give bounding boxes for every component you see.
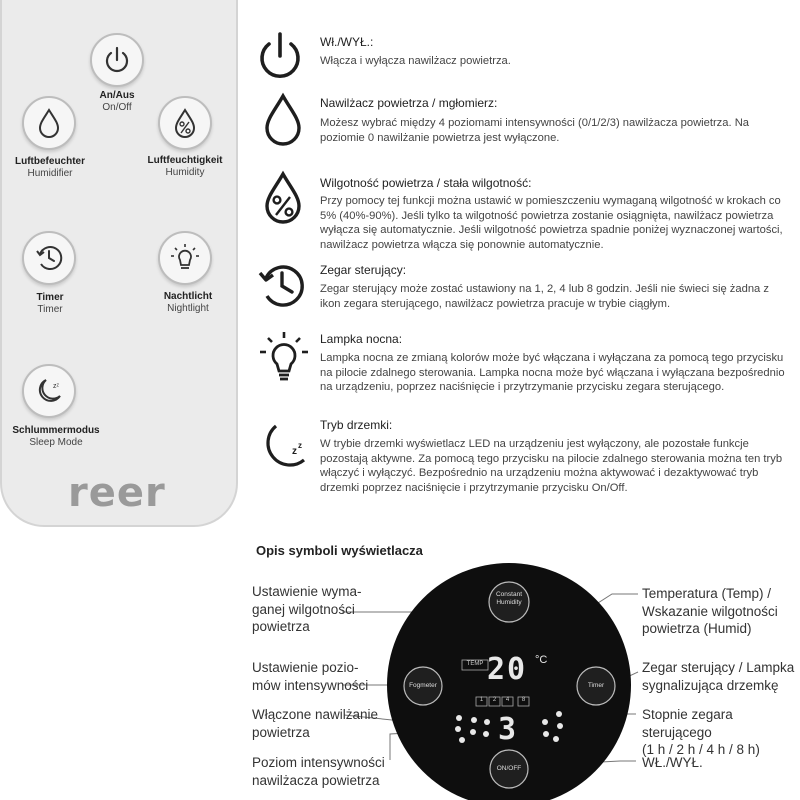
temp-indicator: TEMP — [466, 661, 484, 667]
remote-timer-button[interactable] — [22, 231, 76, 285]
desc-title-humidity: Wilgotność powietrza / stała wilgotność: — [320, 176, 532, 190]
droplet-icon — [255, 92, 311, 148]
desc-title-timer: Zegar sterujący: — [320, 263, 407, 277]
nightlight-bulb-icon — [168, 241, 202, 275]
ann-humidity-setting: Ustawienie wyma- ganej wilgotności powietrza — [252, 584, 362, 634]
remote-humidity-button[interactable] — [158, 96, 212, 150]
temperature-unit: °C — [535, 654, 548, 666]
desc-text-power: Włącza i wyłącza nawilżacz powietrza. — [320, 55, 511, 67]
remote-humidifier-label: Luftbefeuchter Humidifier — [15, 156, 85, 179]
ann-intensity-setting: Ustawienie pozio- mów intensywności — [252, 660, 369, 693]
desc-text-humidifier: Możesz wybrać między 4 poziomami intensywności (0/1/2/3) nawilżacza powietrza. Na poziomie 0 nawilżanie powietrza jest wyłączone. — [320, 117, 750, 144]
remote-power-button[interactable] — [90, 33, 144, 87]
temperature-readout: 20 — [487, 652, 528, 687]
remote-control — [0, 0, 238, 527]
humidity-percent-icon — [168, 106, 202, 140]
timer-step-1: 1 — [479, 697, 484, 703]
timer-clock-icon — [32, 241, 66, 275]
ann-intensity-level: Poziom intensywności nawilżacza powietrza — [252, 755, 385, 788]
desc-text-timer: Zegar sterujący może zostać ustawiony na 1, 2, 4 lub 8 godzin. Jeśli nie świeci się żadna z ikon zegara sterującego, nawilżacz powietrza pracuje w trybie ciągłym. — [320, 283, 769, 310]
desc-text-nightlight: Lampka nocna ze zmianą kolorów może być włączana i wyłączana za pomocą tego przycisku na pilocie zdalnego sterowania. Lampka nocna może być włączana i wyłączana bezpośrednio na urządzeniu, poprzez naciśnięcie i przytrzymanie przycisku zegara sterującego. — [320, 352, 785, 394]
desc-text-sleep: W trybie drzemki wyświetlacz LED na urządzeniu jest wyłączony, ale pozostałe funkcje pozostają aktywne. Za pomocą tego przycisku na pilocie zdalnego sterowania można ten tryb włączyć i wyłączyć. Bezpośrednio na urządzeniu można aktywować i dezaktywować tryb drzemki poprzez naciśnięcie i przytrzymanie przycisku On/Off. — [320, 438, 783, 494]
ann-temperature: Temperatura (Temp) / Wskazanie wilgotności powietrza (Humid) — [642, 586, 778, 636]
desc-title-sleep: Tryb drzemki: — [320, 418, 393, 432]
ann-onoff: WŁ./WYŁ. — [642, 755, 703, 770]
svg-text:zᶻ: zᶻ — [53, 383, 60, 390]
display-onoff-label[interactable]: ON/OFF — [496, 765, 522, 772]
timer-step-4: 4 — [505, 697, 510, 703]
svg-text:z: z — [292, 446, 297, 457]
desc-text-humidity: Przy pomocy tej funkcji można ustawić w pomieszczeniu wymaganą wilgotność w krokach co 5% (40%-90%). Jeśli tylko ta wilgotność powietrza zostanie osiągnięta, nawilżacz powietrza wyłącza się automatycznie. Jeśli wilgotność powietrza spadnie poniżej wyznaczonej wartości, nawilżacz powietrza włącza się ponownie automatycznie. — [320, 195, 783, 251]
droplet-icon — [32, 106, 66, 140]
ann-timer-sleep: Zegar sterujący / Lampka sygnalizująca drzemkę — [642, 660, 795, 693]
power-icon — [100, 43, 134, 77]
level-readout: 3 — [498, 712, 517, 747]
remote-sleep-label: Schlummermodus Sleep Mode — [12, 425, 100, 448]
power-icon — [252, 28, 308, 84]
nightlight-bulb-icon — [256, 330, 312, 386]
humidity-percent-icon — [255, 170, 311, 226]
display-timer-label[interactable]: Timer — [587, 682, 605, 689]
svg-text:z: z — [298, 441, 302, 450]
section-title: Opis symboli wyświetlacza — [256, 543, 423, 558]
sleep-moon-icon — [32, 374, 66, 408]
reer-logo: reer — [68, 470, 166, 516]
timer-clock-icon — [254, 258, 310, 314]
desc-title-nightlight: Lampka nocna: — [320, 332, 403, 346]
remote-nightlight-label: Nachtlicht Nightlight — [163, 291, 213, 314]
timer-step-8: 8 — [521, 697, 526, 703]
timer-step-2: 2 — [492, 697, 497, 703]
desc-title-power: Wł./WYŁ.: — [320, 35, 374, 49]
remote-timer-label: Timer Timer — [36, 292, 64, 315]
fogmeter-label[interactable]: Fogmeter — [409, 682, 437, 689]
ann-humidifier-on: Włączone nawilżanie powietrza — [252, 707, 379, 740]
remote-power-label: An/Aus On/Off — [99, 90, 135, 113]
remote-humidity-label: Luftfeuchtigkeit Humidity — [147, 155, 223, 178]
remote-nightlight-button[interactable] — [158, 231, 212, 285]
desc-title-humidifier: Nawilżacz powietrza / mgłomierz: — [320, 96, 498, 110]
remote-humidifier-button[interactable] — [22, 96, 76, 150]
remote-sleep-button[interactable] — [22, 364, 76, 418]
sleep-moon-icon — [254, 420, 310, 476]
constant-humidity-label[interactable]: Constant Humidity — [495, 591, 523, 606]
ann-timer-steps: Stopnie zegara sterującego (1 h / 2 h / 4 h / 8 h) — [642, 707, 760, 757]
